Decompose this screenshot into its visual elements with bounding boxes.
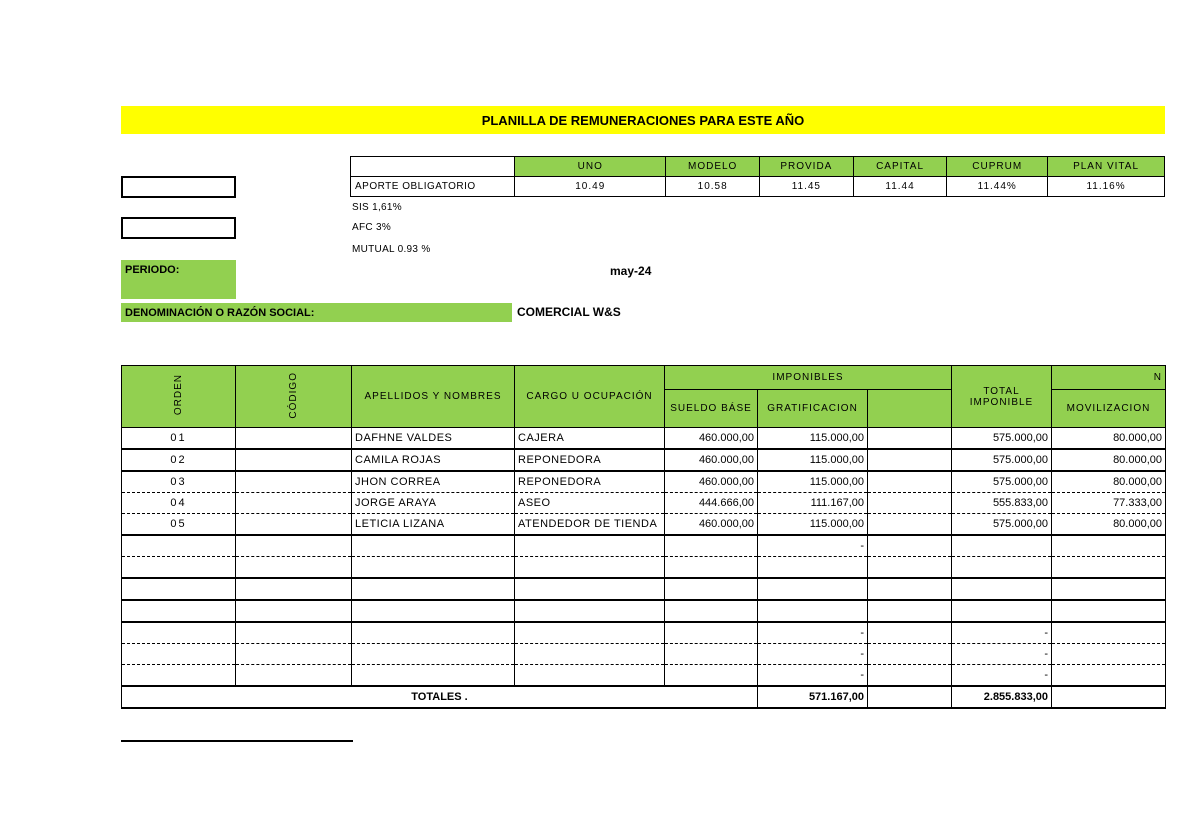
codigo-cell[interactable] [236,557,352,579]
gratificacion-cell[interactable]: 115.000,00 [758,449,868,471]
page-title: PLANILLA DE REMUNERACIONES PARA ESTE AÑO [121,106,1165,134]
header-total-imponible: TOTAL IMPONIBLE [952,366,1052,428]
nombre-cell[interactable]: JORGE ARAYA [352,493,515,514]
orden-cell[interactable]: 02 [122,449,236,471]
blank-box-2[interactable] [121,217,236,239]
nombre-cell[interactable] [352,665,515,687]
orden-cell[interactable]: 03 [122,471,236,493]
table-row[interactable] [122,428,1166,450]
table-row[interactable] [122,471,1166,493]
extra-cell[interactable] [868,471,952,493]
header-extra [868,390,952,428]
codigo-cell[interactable] [236,449,352,471]
extra-cell[interactable] [868,578,952,600]
header-imponibles: IMPONIBLES [665,366,952,390]
movilizacion-cell[interactable] [1052,600,1166,622]
gratificacion-cell[interactable]: 115.000,00 [758,514,868,536]
nombre-cell[interactable] [352,622,515,644]
header-nombres: APELLIDOS Y NOMBRES [352,366,515,428]
cargo-cell[interactable] [515,600,665,622]
sueldo-cell[interactable] [665,600,758,622]
total-imponible-cell[interactable]: 555.833,00 [952,493,1052,514]
afp-value-provida[interactable]: 11.45 [760,177,854,197]
table-row[interactable] [122,449,1166,471]
gratificacion-cell[interactable] [758,600,868,622]
movilizacion-cell[interactable]: 80.000,00 [1052,514,1166,536]
extra-cell[interactable] [868,557,952,579]
table-row[interactable] [122,493,1166,514]
total-imponible-cell[interactable]: 575.000,00 [952,428,1052,450]
nombre-cell[interactable] [352,535,515,557]
sueldo-cell[interactable] [665,578,758,600]
gratificacion-cell[interactable]: - [758,644,868,665]
codigo-cell[interactable] [236,622,352,644]
razon-social-label: DENOMINACIÓN O RAZÓN SOCIAL: [121,303,512,322]
afp-value-modelo[interactable]: 10.58 [666,177,760,197]
totals-total-imponible: 2.855.833,00 [952,686,1052,708]
table-row[interactable] [122,535,1166,557]
note-sis: SIS 1,61% [352,202,402,213]
total-imponible-cell[interactable] [952,600,1052,622]
afp-values-row [351,177,1165,197]
extra-cell[interactable] [868,514,952,536]
cargo-cell[interactable]: REPONEDORA [515,471,665,493]
nombre-cell[interactable] [352,600,515,622]
codigo-cell[interactable] [236,535,352,557]
total-imponible-cell[interactable]: - [952,665,1052,687]
cargo-cell[interactable] [515,665,665,687]
totals-movilizacion [1052,686,1166,708]
orden-cell[interactable] [122,665,236,687]
table-row[interactable] [122,557,1166,579]
cargo-cell[interactable]: ATENDEDOR DE TIENDA [515,514,665,536]
codigo-cell[interactable] [236,428,352,450]
total-imponible-cell[interactable]: 575.000,00 [952,471,1052,493]
sueldo-cell[interactable]: 460.000,00 [665,449,758,471]
movilizacion-cell[interactable]: 80.000,00 [1052,471,1166,493]
movilizacion-cell[interactable]: 80.000,00 [1052,449,1166,471]
table-row[interactable] [122,514,1166,536]
sueldo-cell[interactable] [665,557,758,579]
totals-extra [868,686,952,708]
extra-cell[interactable] [868,600,952,622]
movilizacion-cell[interactable] [1052,622,1166,644]
afp-header-blank [351,157,515,177]
movilizacion-cell[interactable] [1052,644,1166,665]
movilizacion-cell[interactable]: 77.333,00 [1052,493,1166,514]
afp-value-capital[interactable]: 11.44 [853,177,947,197]
nombre-cell[interactable]: DAFHNE VALDES [352,428,515,450]
cargo-cell[interactable]: CAJERA [515,428,665,450]
table-row[interactable] [122,622,1166,644]
cargo-cell[interactable] [515,535,665,557]
gratificacion-cell[interactable]: 115.000,00 [758,428,868,450]
orden-cell[interactable]: 04 [122,493,236,514]
header-next-group: N [1052,366,1166,390]
codigo-cell[interactable] [236,600,352,622]
nombre-cell[interactable] [352,578,515,600]
orden-cell[interactable] [122,644,236,665]
sueldo-cell[interactable] [665,535,758,557]
totals-row [122,686,1166,708]
orden-cell[interactable] [122,578,236,600]
sueldo-cell[interactable]: 444.666,00 [665,493,758,514]
orden-cell[interactable]: 05 [122,514,236,536]
extra-cell[interactable] [868,665,952,687]
gratificacion-cell[interactable] [758,557,868,579]
sueldo-cell[interactable] [665,644,758,665]
afp-value-cuprum[interactable]: 11.44% [947,177,1048,197]
movilizacion-cell[interactable] [1052,535,1166,557]
extra-cell[interactable] [868,622,952,644]
afp-header-cuprum: CUPRUM [947,157,1048,177]
afp-header-modelo: MODELO [666,157,760,177]
movilizacion-cell[interactable] [1052,665,1166,687]
afp-header-uno: UNO [515,157,666,177]
gratificacion-cell[interactable]: 111.167,00 [758,493,868,514]
gratificacion-cell[interactable]: - [758,535,868,557]
payroll-table [121,365,1166,709]
afp-value-planvital[interactable]: 11.16% [1048,177,1165,197]
cargo-cell[interactable]: REPONEDORA [515,449,665,471]
total-imponible-cell[interactable] [952,535,1052,557]
orden-cell[interactable] [122,535,236,557]
nombre-cell[interactable] [352,557,515,579]
note-mutual: MUTUAL 0.93 % [352,244,431,255]
extra-cell[interactable] [868,535,952,557]
periodo-label: PERIODO: [121,260,236,299]
total-imponible-cell[interactable]: - [952,622,1052,644]
orden-cell[interactable] [122,600,236,622]
extra-cell[interactable] [868,428,952,450]
table-row[interactable] [122,644,1166,665]
table-row[interactable] [122,600,1166,622]
codigo-cell[interactable] [236,471,352,493]
orden-cell[interactable] [122,622,236,644]
header-movilizacion: MOVILIZACION [1052,390,1166,428]
movilizacion-cell[interactable] [1052,557,1166,579]
cargo-cell[interactable] [515,622,665,644]
codigo-cell[interactable] [236,514,352,536]
afp-value-uno[interactable]: 10.49 [515,177,666,197]
sueldo-cell[interactable] [665,665,758,687]
movilizacion-cell[interactable]: 80.000,00 [1052,428,1166,450]
note-afc: AFC 3% [352,222,392,233]
gratificacion-cell[interactable]: 115.000,00 [758,471,868,493]
header-cargo: CARGO U OCUPACIÓN [515,366,665,428]
total-imponible-cell[interactable] [952,578,1052,600]
sueldo-cell[interactable]: 460.000,00 [665,471,758,493]
header-gratificacion: GRATIFICACION [758,390,868,428]
total-imponible-cell[interactable] [952,557,1052,579]
codigo-cell[interactable] [236,578,352,600]
codigo-cell[interactable] [236,644,352,665]
gratificacion-cell[interactable]: - [758,622,868,644]
cargo-cell[interactable] [515,644,665,665]
total-imponible-cell[interactable]: 575.000,00 [952,514,1052,536]
header-codigo: CÓDIGO [236,366,352,428]
payroll-body [122,428,1166,687]
sueldo-cell[interactable]: 460.000,00 [665,428,758,450]
afp-header-provida: PROVIDA [760,157,854,177]
nombre-cell[interactable] [352,644,515,665]
cargo-cell[interactable] [515,578,665,600]
signature-line [121,740,353,742]
orden-cell[interactable] [122,557,236,579]
total-imponible-cell[interactable]: - [952,644,1052,665]
gratificacion-cell[interactable] [758,578,868,600]
table-row[interactable] [122,665,1166,687]
totals-gratificacion: 571.167,00 [758,686,868,708]
nombre-cell[interactable]: CAMILA ROJAS [352,449,515,471]
afp-rates-table [350,156,1165,197]
movilizacion-cell[interactable] [1052,578,1166,600]
afp-header-row [351,157,1165,177]
total-imponible-cell[interactable]: 575.000,00 [952,449,1052,471]
cargo-cell[interactable]: ASEO [515,493,665,514]
extra-cell[interactable] [868,449,952,471]
sueldo-cell[interactable] [665,622,758,644]
nombre-cell[interactable]: JHON CORREA [352,471,515,493]
header-sueldo-base: SUELDO BÁSE [665,390,758,428]
gratificacion-cell[interactable]: - [758,665,868,687]
header-orden: ORDEN [122,366,236,428]
extra-cell[interactable] [868,493,952,514]
table-row[interactable] [122,578,1166,600]
totals-label: TOTALES . [122,686,758,708]
afp-row-label: APORTE OBLIGATORIO [351,177,515,197]
afp-header-planvital: PLAN VITAL [1048,157,1165,177]
codigo-cell[interactable] [236,493,352,514]
razon-social-value[interactable]: COMERCIAL W&S [517,305,621,319]
sueldo-cell[interactable]: 460.000,00 [665,514,758,536]
afp-header-capital: CAPITAL [853,157,947,177]
cargo-cell[interactable] [515,557,665,579]
periodo-value[interactable]: may-24 [610,264,652,278]
blank-box-1[interactable] [121,176,236,198]
nombre-cell[interactable]: LETICIA LIZANA [352,514,515,536]
codigo-cell[interactable] [236,665,352,687]
extra-cell[interactable] [868,644,952,665]
orden-cell[interactable]: 01 [122,428,236,450]
